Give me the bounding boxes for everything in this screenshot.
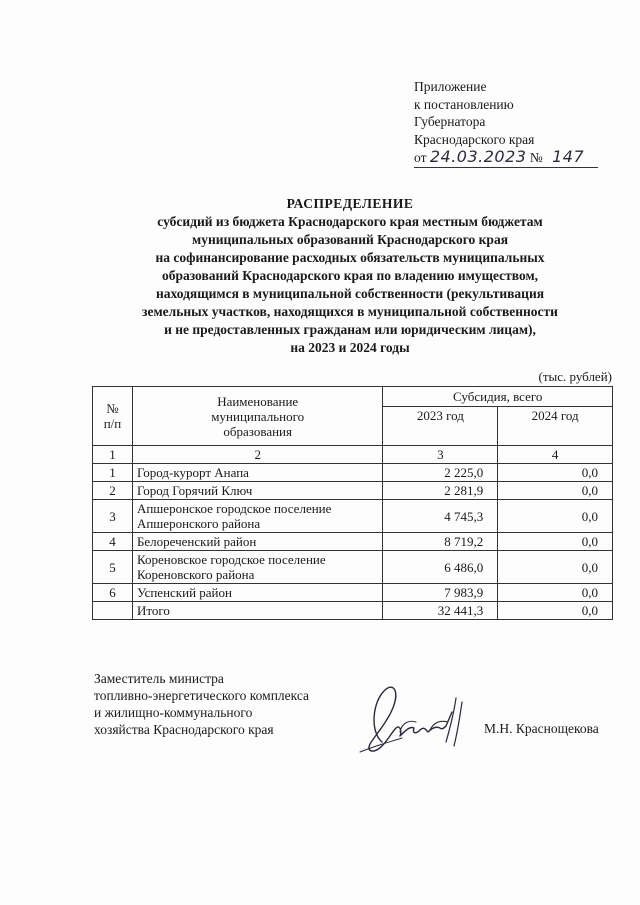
total-2024: 0,0: [498, 602, 613, 620]
colnum-3: 3: [383, 446, 498, 464]
signer-line-1: Заместитель министра: [94, 671, 224, 686]
row-2023: 2 225,0: [383, 464, 498, 482]
row-name: Успенский район: [132, 584, 383, 602]
row-2023: 2 281,9: [383, 482, 498, 500]
row-num: 3: [93, 500, 133, 533]
header-year-2024: 2024 год: [498, 407, 613, 446]
row-name: Город-курорт Анапа: [132, 464, 383, 482]
number-prefix: №: [529, 150, 543, 165]
total-label: Итого: [132, 602, 383, 620]
colnum-1: 1: [93, 446, 133, 464]
row-name: Белореченский район: [132, 533, 383, 551]
units-label: (тыс. рублей): [538, 369, 612, 384]
signer-name: М.Н. Краснощекова: [484, 721, 599, 736]
total-row: [93, 602, 613, 620]
header-name: Наименование муниципального образования: [132, 387, 383, 446]
table-row: [93, 533, 613, 551]
title-line-4: образований Краснодарского края по владению имуществом,: [161, 268, 539, 283]
document-title: [90, 195, 610, 357]
row-2023: 8 719,2: [383, 533, 498, 551]
row-name: Апшеронское городское поселение Апшеронского района: [132, 500, 383, 533]
colnum-4: 4: [498, 446, 613, 464]
header-year-2023: 2023 год: [383, 407, 498, 446]
date-prefix: от: [414, 150, 427, 165]
title-line-5: находящимся в муниципальной собственности (рекультивация: [155, 286, 545, 301]
row-name: Город Горячий Ключ: [132, 482, 383, 500]
distribution-table: [92, 386, 613, 620]
row-num: 2: [93, 482, 133, 500]
row-2024: 0,0: [498, 464, 613, 482]
title-main: РАСПРЕДЕЛЕНИЕ: [286, 196, 414, 211]
header-num: № п/п: [93, 387, 133, 446]
appendix-line-4: Краснодарского края: [414, 131, 535, 147]
row-num: 1: [93, 464, 133, 482]
row-2023: 4 745,3: [383, 500, 498, 533]
title-line-3: на софинансирование расходных обязательств муниципальных: [155, 250, 545, 265]
date-underline: [414, 148, 598, 168]
title-line-2: муниципальных образований Краснодарского края: [192, 232, 508, 247]
row-2024: 0,0: [498, 500, 613, 533]
row-num: 5: [93, 551, 133, 584]
title-line-6: земельных участков, находящихся в муниципальной собственности: [142, 304, 558, 319]
signer-block: [94, 670, 309, 738]
header-row-1: [93, 387, 613, 407]
signer-line-2: топливно-энергетического комплекса: [94, 688, 310, 703]
table-row: [93, 551, 613, 584]
row-num: 4: [93, 533, 133, 551]
handwritten-number: 147: [552, 147, 585, 166]
row-2024: 0,0: [498, 584, 613, 602]
appendix-line-3: Губернатора: [414, 114, 486, 129]
row-2023: 7 983,9: [383, 584, 498, 602]
column-number-row: [93, 446, 613, 464]
signer-line-4: хозяйства Краснодарского края: [94, 722, 274, 737]
row-num: 6: [93, 584, 133, 602]
header-subsidy: Субсидия, всего: [383, 387, 613, 407]
handwritten-date: 24.03.2023: [429, 147, 527, 166]
handwritten-signature: [330, 672, 480, 762]
appendix-line-2: к постановлению: [414, 96, 514, 112]
row-name: Кореновское городское поселение Кореновского района: [132, 551, 383, 584]
row-2024: 0,0: [498, 551, 613, 584]
table-row: [93, 464, 613, 482]
title-line-8: на 2023 и 2024 годы: [290, 340, 410, 355]
row-2024: 0,0: [498, 533, 613, 551]
signer-line-3: и жилищно-коммунального: [94, 705, 253, 720]
total-num: [93, 602, 133, 620]
table-row: [93, 500, 613, 533]
colnum-2: 2: [132, 446, 383, 464]
appendix-line-1: Приложение: [414, 79, 487, 94]
table-row: [93, 584, 613, 602]
total-2023: 32 441,3: [383, 602, 498, 620]
appendix-block: [414, 78, 598, 168]
row-2023: 6 486,0: [383, 551, 498, 584]
title-line-1: субсидий из бюджета Краснодарского края местным бюджетам: [157, 214, 543, 229]
table-row: [93, 482, 613, 500]
appendix-date-line: [414, 148, 598, 168]
title-line-7: и не предоставленных гражданам или юридическим лицам),: [164, 322, 536, 337]
row-2024: 0,0: [498, 482, 613, 500]
